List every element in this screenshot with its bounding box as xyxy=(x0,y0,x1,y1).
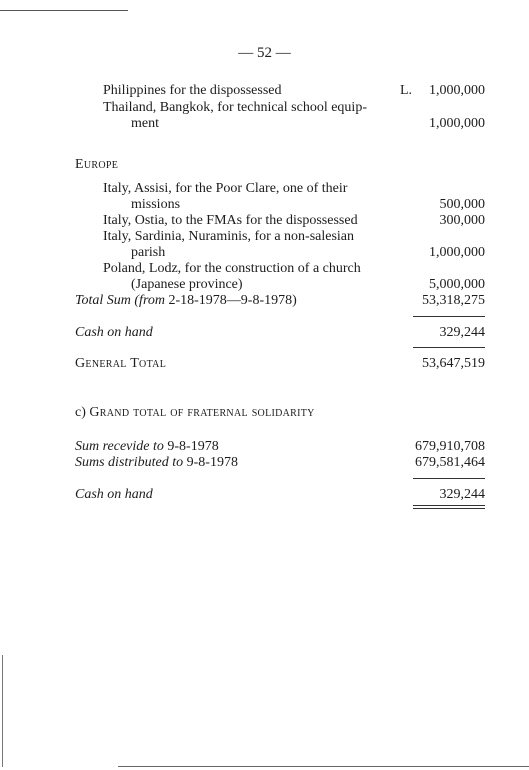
general-total-amount: 53,647,519 xyxy=(422,356,485,371)
page-number: — 52 — xyxy=(238,45,291,61)
item-assisi-amount: 500,000 xyxy=(439,197,485,212)
general-total-label: General Total xyxy=(75,356,167,371)
item-lodz-text-cont: (Japanese province) xyxy=(131,277,243,292)
rule-above-cash-1 xyxy=(413,316,485,317)
item-sardinia-text-cont: parish xyxy=(131,245,166,260)
double-rule-top xyxy=(413,505,485,506)
item-lodz-amount: 5,000,000 xyxy=(429,277,485,292)
grand-total-heading-text: Grand total of fraternal solidarity xyxy=(89,405,315,420)
item-sardinia-text: Italy, Sardinia, Nuraminis, for a non-salesian xyxy=(103,229,355,244)
total-sum-period: 2-18-1978—9-8-1978) xyxy=(164,293,297,308)
cash-on-hand-amount-1: 329,244 xyxy=(439,325,485,340)
sum-received-row xyxy=(75,439,219,455)
item-thailand-amount: 1,000,000 xyxy=(429,116,485,131)
scan-edge-line-left xyxy=(2,655,3,767)
sums-distributed-label: Sums distributed to xyxy=(75,455,184,470)
rule-above-cash-2 xyxy=(413,478,485,479)
cash-on-hand-label-1: Cash on hand xyxy=(75,325,153,340)
item-thailand-text: Thailand, Bangkok, for technical school equip- xyxy=(103,100,367,115)
rule-above-general-total xyxy=(413,347,485,348)
grand-total-heading-prefix: c) xyxy=(75,405,90,420)
scan-edge-line-top xyxy=(0,10,128,11)
sums-distributed-amount: 679,581,464 xyxy=(415,455,485,470)
sums-distributed-row xyxy=(75,455,238,471)
europe-heading: Europe xyxy=(75,157,119,172)
total-sum-row xyxy=(75,293,297,309)
sum-received-date: 9-8-1978 xyxy=(163,439,219,454)
sums-distributed-date: 9-8-1978 xyxy=(183,455,238,470)
scan-edge-line-bottom xyxy=(118,766,529,767)
sum-received-label: Sum recevide to xyxy=(75,439,164,454)
cash-on-hand-amount-2: 329,244 xyxy=(439,487,485,502)
grand-total-heading xyxy=(75,405,315,421)
total-sum-period-open: (from xyxy=(134,293,165,308)
currency-label: L. xyxy=(400,83,413,98)
item-ostia-amount: 300,000 xyxy=(439,213,485,228)
item-assisi-text: Italy, Assisi, for the Poor Clare, one of their xyxy=(103,181,348,196)
item-philippines-amount: 1,000,000 xyxy=(429,83,485,98)
cash-on-hand-label-2: Cash on hand xyxy=(75,487,153,502)
item-thailand-text-cont: ment xyxy=(131,116,159,131)
item-lodz-text: Poland, Lodz, for the construction of a church xyxy=(103,261,361,276)
item-philippines-text: Philippines for the dispossessed xyxy=(103,83,282,98)
double-rule-bottom xyxy=(413,508,485,509)
item-ostia-text: Italy, Ostia, to the FMAs for the dispossessed xyxy=(103,213,358,228)
sum-received-amount: 679,910,708 xyxy=(415,439,485,454)
total-sum-label: Total Sum xyxy=(75,293,131,308)
item-assisi-text-cont: missions xyxy=(131,197,181,212)
total-sum-amount: 53,318,275 xyxy=(422,293,485,308)
item-sardinia-amount: 1,000,000 xyxy=(429,245,485,260)
